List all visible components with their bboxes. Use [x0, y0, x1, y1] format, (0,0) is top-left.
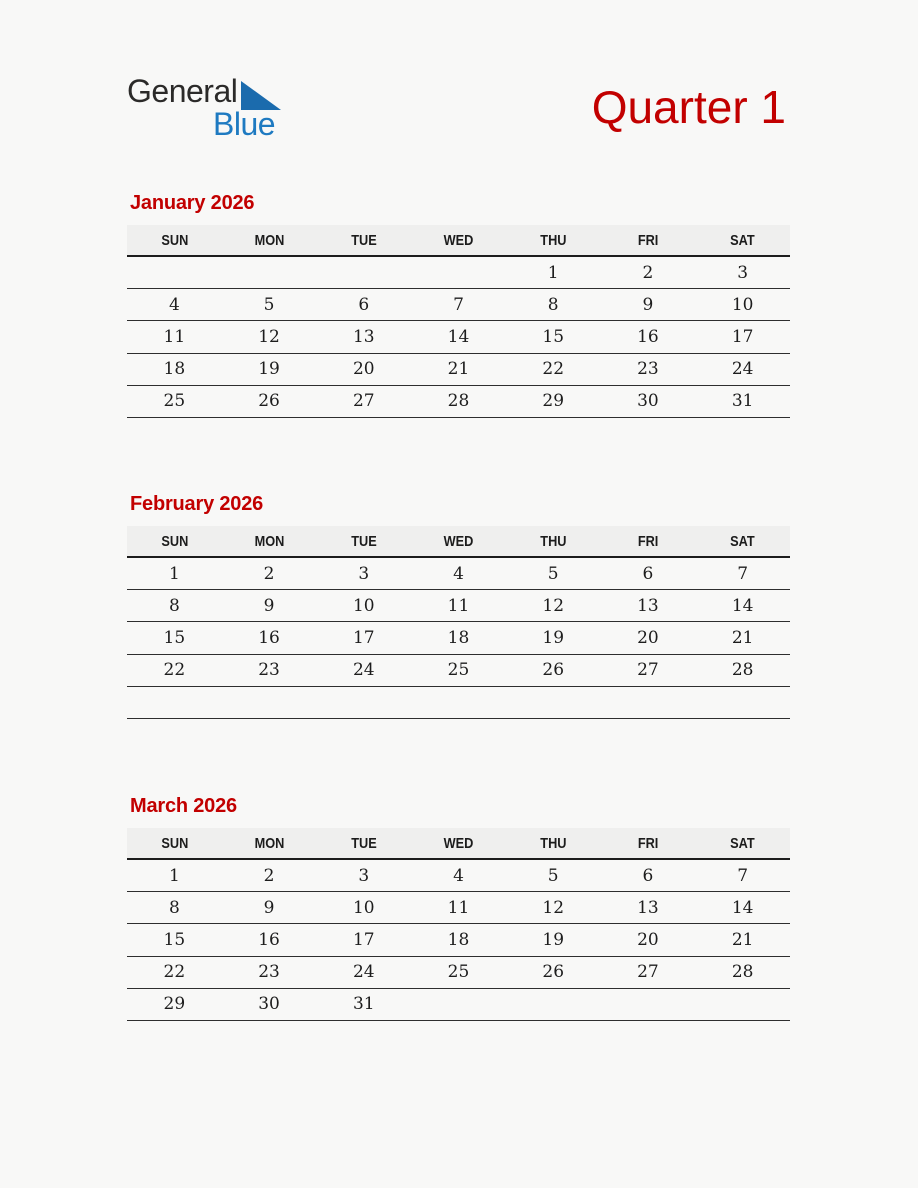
day-cell: 13 — [637, 595, 659, 616]
day-cell: 22 — [163, 962, 186, 983]
day-cell: 27 — [352, 391, 375, 412]
month-title: February 2026 — [130, 493, 264, 515]
day-cell: 15 — [542, 326, 565, 347]
week-row — [127, 321, 790, 353]
day-cell: 2 — [263, 563, 275, 584]
week-row — [127, 590, 790, 622]
day-cell: 30 — [637, 391, 659, 412]
day-cell: 22 — [163, 660, 186, 681]
weekday-label — [411, 835, 506, 852]
day-cell: 26 — [258, 391, 280, 412]
day-cell: 26 — [542, 660, 565, 681]
weekday-label — [127, 232, 222, 249]
day-cell: 1 — [168, 563, 180, 584]
weekday-text: SAT — [730, 532, 755, 550]
day-cell: 17 — [731, 326, 754, 347]
day-cell: 27 — [637, 962, 659, 983]
week-row — [127, 257, 790, 289]
day-cell: 24 — [731, 359, 754, 380]
weekday-text: THU — [540, 834, 567, 852]
day-cell: 12 — [258, 326, 280, 347]
weekday-text: MON — [254, 231, 284, 249]
week-row — [127, 989, 790, 1021]
month-title: January 2026 — [130, 192, 255, 214]
day-cell: 19 — [258, 359, 280, 380]
day-cell: 1 — [168, 865, 180, 886]
month-grid — [127, 257, 790, 418]
day-cell: 3 — [737, 262, 749, 283]
day-cell: 24 — [352, 660, 375, 681]
week-row — [127, 386, 790, 418]
day-cell: 18 — [447, 627, 470, 648]
week-row — [127, 655, 790, 687]
day-cell: 27 — [637, 660, 659, 681]
weekday-text: SUN — [160, 834, 188, 852]
day-cell: 17 — [352, 929, 375, 950]
day-cell: 13 — [352, 326, 375, 347]
weekday-label — [127, 835, 222, 852]
day-cell: 25 — [447, 962, 470, 983]
day-cell: 8 — [168, 595, 180, 616]
day-cell: 28 — [731, 660, 754, 681]
weekday-label — [222, 232, 317, 249]
day-cell: 14 — [731, 595, 754, 616]
day-cell: 20 — [352, 359, 375, 380]
weekday-text: THU — [540, 231, 567, 249]
day-cell: 11 — [163, 326, 186, 347]
weekday-label — [601, 232, 696, 249]
weekday-label — [411, 232, 506, 249]
weekday-label — [316, 533, 411, 550]
day-cell: 2 — [263, 865, 275, 886]
weekday-header-row — [127, 225, 790, 257]
weekday-label — [127, 533, 222, 550]
day-cell: 29 — [542, 391, 565, 412]
day-cell: 17 — [352, 627, 375, 648]
day-cell: 25 — [447, 660, 470, 681]
weekday-label — [695, 835, 790, 852]
day-cell: 31 — [352, 994, 375, 1015]
day-cell: 14 — [731, 897, 754, 918]
weekday-label — [316, 835, 411, 852]
week-row — [127, 687, 790, 719]
weekday-text: SUN — [160, 532, 188, 550]
day-cell: 23 — [258, 962, 280, 983]
weekday-text: WED — [443, 532, 474, 550]
weekday-label — [222, 835, 317, 852]
weekday-label — [411, 533, 506, 550]
day-cell: 12 — [542, 897, 565, 918]
day-cell: 11 — [447, 897, 470, 918]
day-cell: 7 — [453, 294, 464, 315]
day-cell: 10 — [352, 897, 375, 918]
day-cell: 10 — [352, 595, 375, 616]
general-blue-logo — [127, 74, 307, 146]
day-cell: 19 — [542, 627, 565, 648]
day-cell: 6 — [642, 865, 654, 886]
day-cell: 13 — [637, 897, 659, 918]
month-grid — [127, 558, 790, 719]
day-cell: 20 — [637, 929, 659, 950]
weekday-text: WED — [443, 834, 474, 852]
day-cell: 9 — [642, 294, 654, 315]
day-cell: 7 — [737, 865, 749, 886]
day-cell: 22 — [542, 359, 565, 380]
weekday-header-row — [127, 526, 790, 558]
day-cell: 5 — [547, 865, 559, 886]
week-row — [127, 860, 790, 892]
weekday-text: FRI — [637, 532, 659, 550]
weekday-label — [601, 835, 696, 852]
month-section-march — [127, 794, 790, 1021]
day-cell: 20 — [637, 627, 659, 648]
day-cell: 3 — [358, 865, 370, 886]
day-cell: 16 — [258, 929, 280, 950]
day-cell: 18 — [163, 359, 186, 380]
day-cell: 21 — [731, 627, 754, 648]
day-cell: 6 — [358, 294, 370, 315]
weekday-text: TUE — [351, 532, 377, 550]
day-cell: 31 — [731, 391, 754, 412]
day-cell: 15 — [163, 627, 186, 648]
weekday-text: TUE — [351, 231, 377, 249]
weekday-text: THU — [540, 532, 567, 550]
day-cell: 14 — [447, 326, 470, 347]
weekday-label — [695, 533, 790, 550]
week-row — [127, 558, 790, 590]
weekday-text: FRI — [637, 834, 659, 852]
week-row — [127, 924, 790, 956]
weekday-label — [506, 232, 601, 249]
month-grid — [127, 860, 790, 1021]
weekday-text: TUE — [351, 834, 377, 852]
weekday-text: WED — [443, 231, 474, 249]
day-cell: 21 — [447, 359, 470, 380]
week-row — [127, 892, 790, 924]
day-cell: 8 — [547, 294, 559, 315]
day-cell: 23 — [637, 359, 659, 380]
day-cell: 30 — [258, 994, 280, 1015]
day-cell: 4 — [168, 294, 180, 315]
day-cell: 18 — [447, 929, 470, 950]
weekday-text: SAT — [730, 834, 755, 852]
day-cell: 1 — [547, 262, 559, 283]
weekday-text: SAT — [730, 231, 755, 249]
weekday-label — [222, 533, 317, 550]
month-section-february — [127, 492, 790, 719]
weekday-label — [601, 533, 696, 550]
day-cell: 7 — [737, 563, 749, 584]
day-cell: 10 — [731, 294, 754, 315]
day-cell: 8 — [168, 897, 180, 918]
day-cell: 23 — [258, 660, 280, 681]
logo-text-blue: Blue — [213, 106, 276, 142]
weekday-header-row — [127, 828, 790, 860]
day-cell: 28 — [731, 962, 754, 983]
weekday-label — [695, 232, 790, 249]
day-cell: 15 — [163, 929, 186, 950]
page-title: Quarter 1 — [591, 81, 786, 133]
day-cell: 28 — [447, 391, 470, 412]
day-cell: 19 — [542, 929, 565, 950]
day-cell: 29 — [163, 994, 186, 1015]
day-cell: 5 — [263, 294, 275, 315]
weekday-text: MON — [254, 532, 284, 550]
day-cell: 25 — [163, 391, 186, 412]
day-cell: 16 — [258, 627, 280, 648]
day-cell: 4 — [453, 563, 464, 584]
week-row — [127, 289, 790, 321]
day-cell: 5 — [547, 563, 559, 584]
day-cell: 12 — [542, 595, 565, 616]
weekday-text: MON — [254, 834, 284, 852]
week-row — [127, 957, 790, 989]
month-title: March 2026 — [130, 795, 237, 817]
week-row — [127, 622, 790, 654]
day-cell: 3 — [358, 563, 370, 584]
day-cell: 9 — [263, 595, 275, 616]
weekday-text: FRI — [637, 231, 659, 249]
week-row — [127, 354, 790, 386]
logo-text-general: General — [127, 73, 238, 109]
day-cell: 11 — [447, 595, 470, 616]
day-cell: 24 — [352, 962, 375, 983]
weekday-label — [316, 232, 411, 249]
day-cell: 2 — [642, 262, 654, 283]
day-cell: 4 — [453, 865, 464, 886]
weekday-label — [506, 533, 601, 550]
weekday-text: SUN — [160, 231, 188, 249]
month-section-january — [127, 191, 790, 418]
day-cell: 9 — [263, 897, 275, 918]
day-cell: 16 — [637, 326, 659, 347]
day-cell: 6 — [642, 563, 654, 584]
weekday-label — [506, 835, 601, 852]
day-cell: 26 — [542, 962, 565, 983]
day-cell: 21 — [731, 929, 754, 950]
